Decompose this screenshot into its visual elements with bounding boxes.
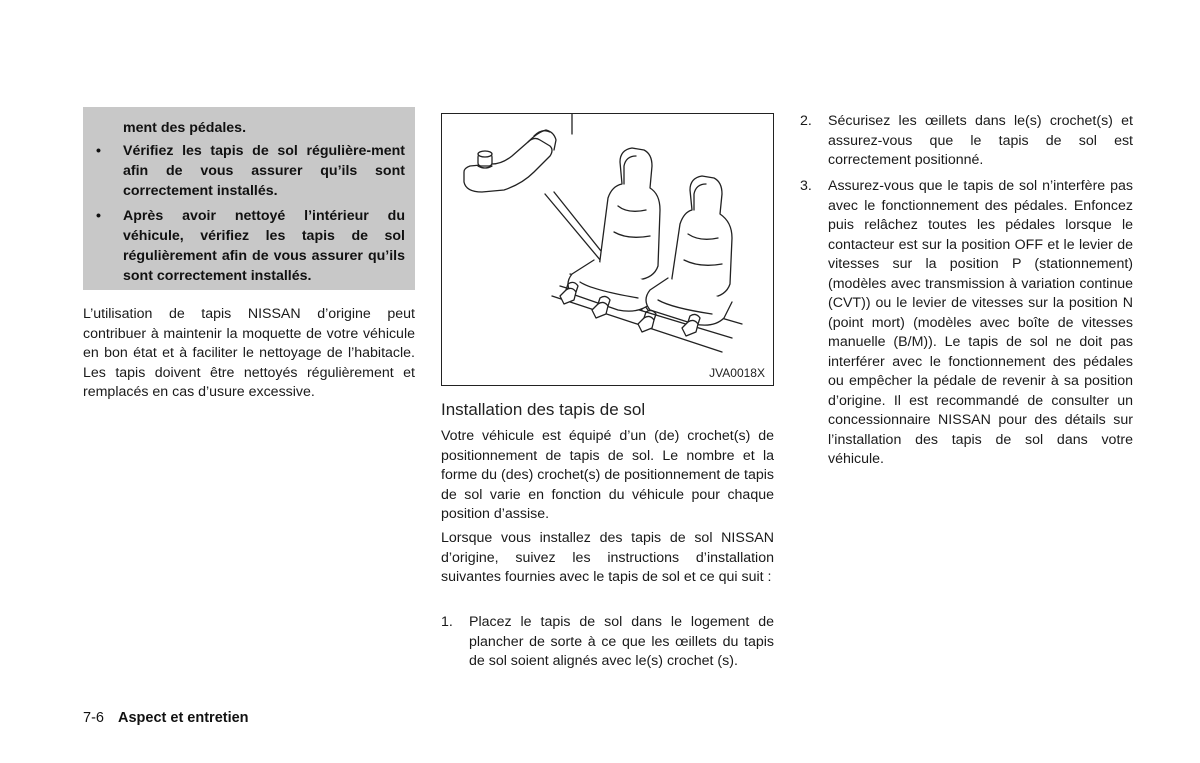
seat-rear-icon [568,148,660,311]
step-item [441,613,774,672]
step-text: Assurez-vous que le tapis de sol n’interfère pas avec le fonctionnement des pédales. Enfoncez puis relâchez toutes les pédales lorsque le contacteur est sur la position OFF et le levier de vitesses sur la position P (stationnement) (modèles avec transmission à variation continue (CVT)) ou le levier de vitesses sur la position N (point mort) (modèles avec boîte de vitesses manuelle (B/M)). Le tapis de sol ne doit pas interférer avec le fonctionnement des pédales ou empêcher la pédale de revenir à sa position d’origine. Il est recommandé de consulter un concessionnaire NISSAN pour des détails sur l’installation des tapis de sol dans votre véhicule. [828,178,1133,467]
intro-paragraph: L’utilisation de tapis NISSAN d’origine peut contribuer à maintenir la moquette de votre véhicule en bon état et à faciliter le nettoyage de l’habitacle. Les tapis doivent être nettoyés régulièrement et remplacés en cas d’usure excessive. [83,306,415,400]
warning-continuation: ment des pédales. [123,120,247,136]
step-item [800,112,1133,171]
chapter-title: Aspect et entretien [118,710,249,726]
step-text: Sécurisez les œillets dans le(s) crochet(s) et assurez-vous que le tapis de sol est correctement positionné. [828,113,1133,168]
step-number: 2. [800,113,812,129]
warning-item-text: Vérifiez les tapis de sol régulière-ment afin de vous assurer qu’ils sont correctement installés. [123,143,405,199]
warning-item [95,141,405,201]
section-paragraph: Votre véhicule est équipé d’un (de) crochet(s) de positionnement de tapis de sol. Le nombre et la forme du (des) crochet(s) de positionnement de tapis de sol varie en fonction du véhicule pour chaque position d’assise. [441,428,774,522]
warning-box [83,107,415,290]
step-number: 3. [800,178,812,194]
bullet-icon: • [96,208,101,224]
step-text: Placez le tapis de sol dans le logement de plancher de sorte à ce que les œillets du tapis de sol soient alignés avec le(s) crochet (s). [469,614,774,669]
figure-label: JVA0018X [709,366,765,380]
page-number: 7-6 [83,710,104,726]
section-paragraph: Lorsque vous installez des tapis de sol NISSAN d’origine, suivez les instructions d’installation suivantes fournies avec le tapis de sol et ce qui suit : [441,530,774,585]
hook-detail-icon [464,130,556,192]
section-heading: Installation des tapis de sol [441,400,646,419]
floor-mat-illustration [441,113,774,386]
seat-hook-drawing [442,114,773,385]
step-item [800,177,1133,470]
warning-item-text: Après avoir nettoyé l’intérieur du véhicule, vérifiez les tapis de sol régulièrement afin de vous assurer qu’ils sont correctement installés. [123,208,405,284]
bullet-icon: • [96,143,101,159]
step-number: 1. [441,614,453,630]
page-footer [83,710,249,726]
warning-item [95,206,405,286]
